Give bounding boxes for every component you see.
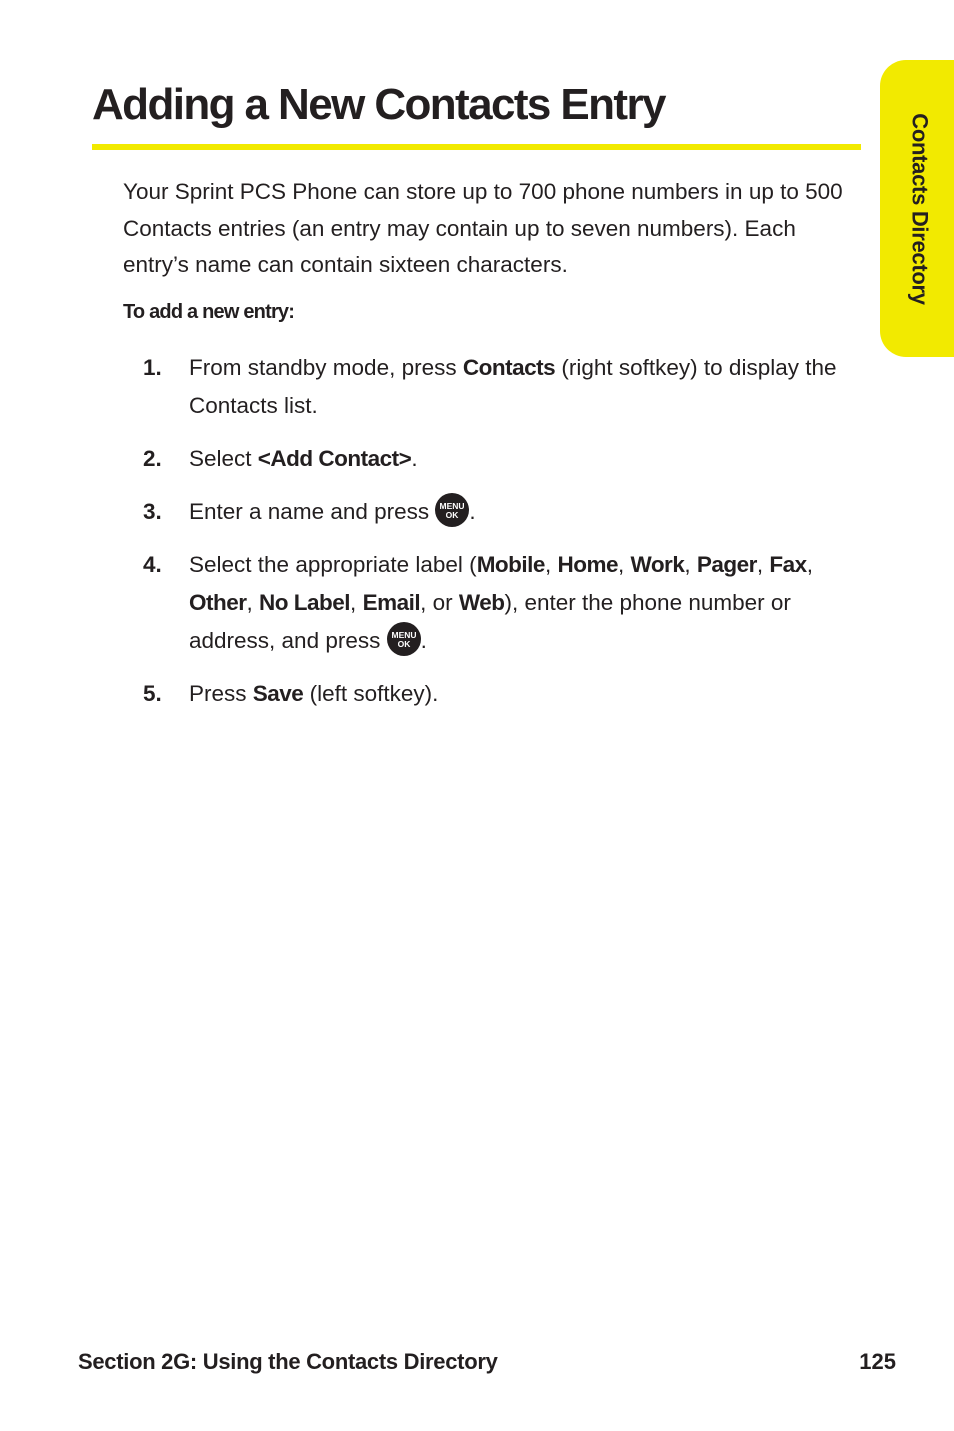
contacts-softkey-label: Contacts	[462, 355, 556, 380]
step-number: 1.	[143, 355, 162, 380]
step-text: From standby mode, press Contacts (right softkey) to display the Contacts list.	[189, 355, 837, 418]
save-softkey-label: Save	[252, 681, 304, 706]
menu-ok-key-icon	[435, 493, 469, 527]
label-option: Work	[630, 552, 685, 577]
step-text: Select <Add Contact>.	[189, 446, 418, 471]
label-option: Email	[362, 590, 421, 615]
step-text: Enter a name and press MENU OK .	[189, 493, 863, 531]
svg-text:OK: OK	[446, 510, 459, 520]
step-number: 5.	[143, 681, 162, 706]
menu-ok-key-icon	[387, 622, 421, 656]
page-number: 125	[859, 1349, 896, 1374]
label-option: No Label	[259, 590, 351, 615]
svg-text:MENU: MENU	[439, 501, 465, 511]
side-tab-label: Contacts Directory	[908, 112, 933, 305]
section-side-tab	[880, 60, 954, 357]
label-option: Home	[557, 552, 618, 577]
procedure-heading: To add a new entry:	[123, 301, 295, 323]
intro-paragraph: Your Sprint PCS Phone can store up to 700 phone numbers in up to 500 Contacts entries (an entry may contain up to seven numbers). Each entry’s name can contain sixteen characters.	[123, 179, 843, 277]
svg-text:OK: OK	[397, 639, 410, 649]
step-number: 4.	[143, 552, 162, 577]
footer-section-title: Section 2G: Using the Contacts Directory	[78, 1349, 498, 1374]
label-option: Pager	[696, 552, 757, 577]
label-option: Other	[189, 590, 247, 615]
label-option: Fax	[769, 552, 807, 577]
step-text: Select the appropriate label (Mobile, Home, Work, Pager, Fax, Other, No Label, Email, or Web), enter the phone number or address, and press MENU OK .	[189, 546, 863, 660]
title-underline	[92, 144, 861, 150]
svg-text:MENU: MENU	[391, 630, 417, 640]
label-option: Mobile	[476, 552, 545, 577]
page-title: Adding a New Contacts Entry	[92, 80, 665, 129]
step-text: Press Save (left softkey).	[189, 681, 439, 706]
step-number: 3.	[143, 499, 162, 524]
label-option: Web	[458, 590, 505, 615]
add-contact-option: <Add Contact>	[257, 446, 412, 471]
step-number: 2.	[143, 446, 162, 471]
